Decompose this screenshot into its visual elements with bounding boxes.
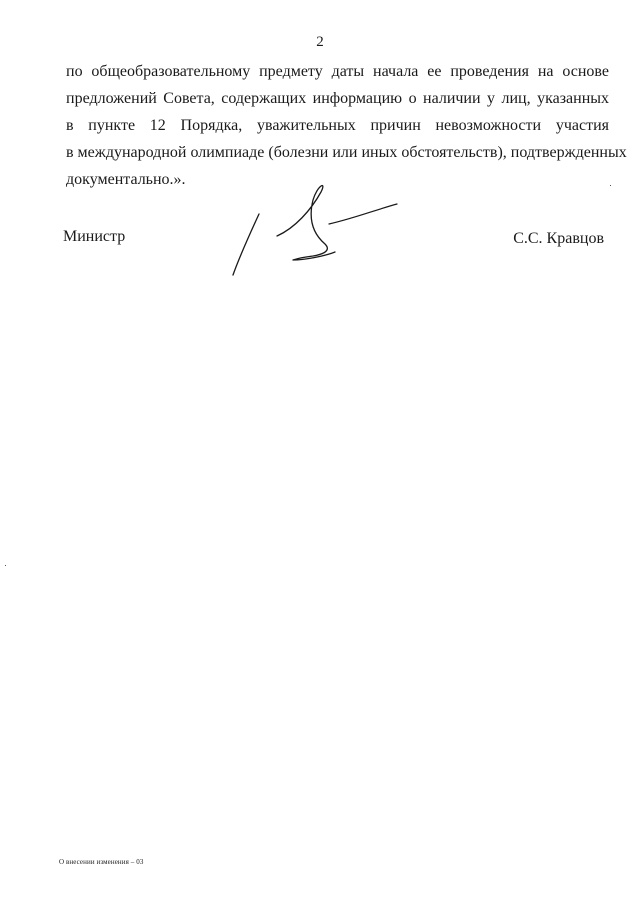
page-number: 2 — [316, 34, 324, 50]
body-line-3: в пункте 12 Порядка, уважительных причин невозможности участия — [66, 117, 609, 134]
scan-speck — [5, 565, 6, 566]
scan-speck — [610, 185, 611, 186]
body-line-4: в международной олимпиаде (болезни или иных обстоятельств), подтвержденных — [66, 144, 627, 161]
body-text — [66, 58, 627, 193]
body-line-1: по общеобразовательному предмету даты начала ее проведения на основе — [66, 63, 609, 80]
handwritten-signature — [225, 180, 410, 280]
signer-title: Министр — [63, 228, 126, 245]
body-line-5: документально.». — [66, 171, 186, 188]
signer-name: С.С. Кравцов — [513, 230, 604, 247]
body-line-2: предложений Совета, содержащих информацию о наличии у лиц, указанных — [66, 90, 609, 107]
footer-note: О внесении изменения – 03 — [59, 858, 144, 866]
